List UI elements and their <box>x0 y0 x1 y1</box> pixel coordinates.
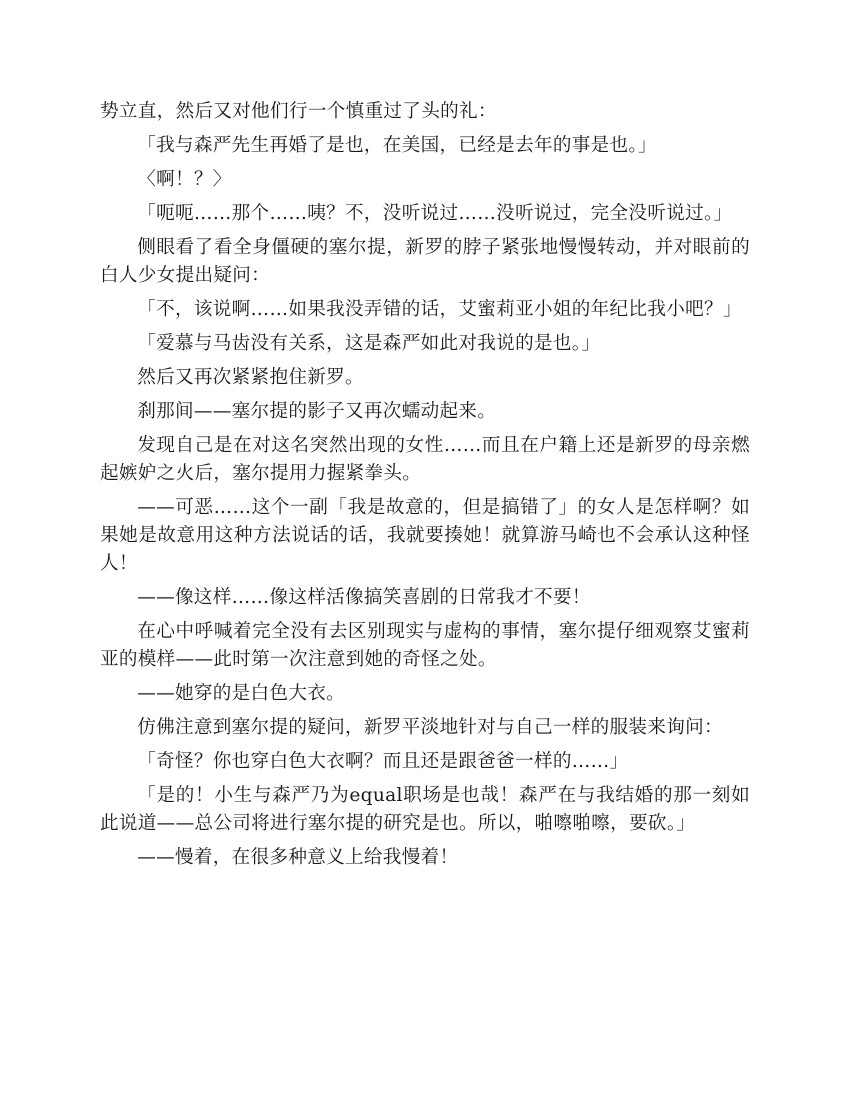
paragraph: ——慢着，在很多种意义上给我慢着！ <box>137 847 459 868</box>
paragraph: 势立直，然后又对他们行一个慎重过了头的礼： <box>100 101 497 122</box>
paragraph: 仿佛注意到塞尔提的疑问，新罗平淡地针对与自己一样的服装来询问： <box>137 717 723 738</box>
paragraph: 在心中呼喊着完全没有去区别现实与虚构的事情，塞尔提仔细观察艾蜜莉亚的模样——此时第一次注意到她的奇怪之处。 <box>100 621 750 670</box>
paragraph: 「是的！小生与森严乃为equal职场是也哉！森严在与我结婚的那一刻如此说道——总公司将进行塞尔提的研究是也。所以，啪嚓啪嚓，要砍。」 <box>100 785 750 834</box>
paragraph: 「不，该说啊……如果我没弄错的话，艾蜜莉亚小姐的年纪比我小吧？」 <box>137 299 742 320</box>
paragraph: 「爱慕与马齿没有关系，这是森严如此对我说的是也。」 <box>137 333 601 354</box>
paragraph: 然后又再次紧紧抱住新罗。 <box>137 367 364 388</box>
paragraph: 侧眼看了看全身僵硬的塞尔提，新罗的脖子紧张地慢慢转动，并对眼前的白人少女提出疑问： <box>100 237 750 286</box>
paragraph: ——像这样……像这样活像搞笑喜剧的日常我才不要！ <box>137 587 591 608</box>
paragraph: ——可恶……这个一副「我是故意的，但是搞错了」的女人是怎样啊？如果她是故意用这种方法说话的话，我就要揍她！就算游马崎也不会承认这种怪人！ <box>100 497 750 574</box>
paragraph: 〈啊！？〉 <box>137 169 232 190</box>
paragraph: 刹那间——塞尔提的影子又再次蠕动起来。 <box>137 401 497 422</box>
paragraph: 「奇怪？你也穿白色大衣啊？而且还是跟爸爸一样的……」 <box>137 751 629 772</box>
paragraph: 「我与森严先生再婚了是也，在美国，已经是去年的事是也。」 <box>137 135 657 156</box>
paragraph: ——她穿的是白色大衣。 <box>137 683 346 704</box>
paragraph: 发现自己是在对这名突然出现的女性……而且在户籍上还是新罗的母亲燃起嫉妒之火后，塞尔提用力握紧拳头。 <box>100 435 750 484</box>
paragraph: 「呃呃……那个……咦？不，没听说过……没听说过，完全没听说过。」 <box>137 203 733 224</box>
body-text <box>100 98 750 878</box>
